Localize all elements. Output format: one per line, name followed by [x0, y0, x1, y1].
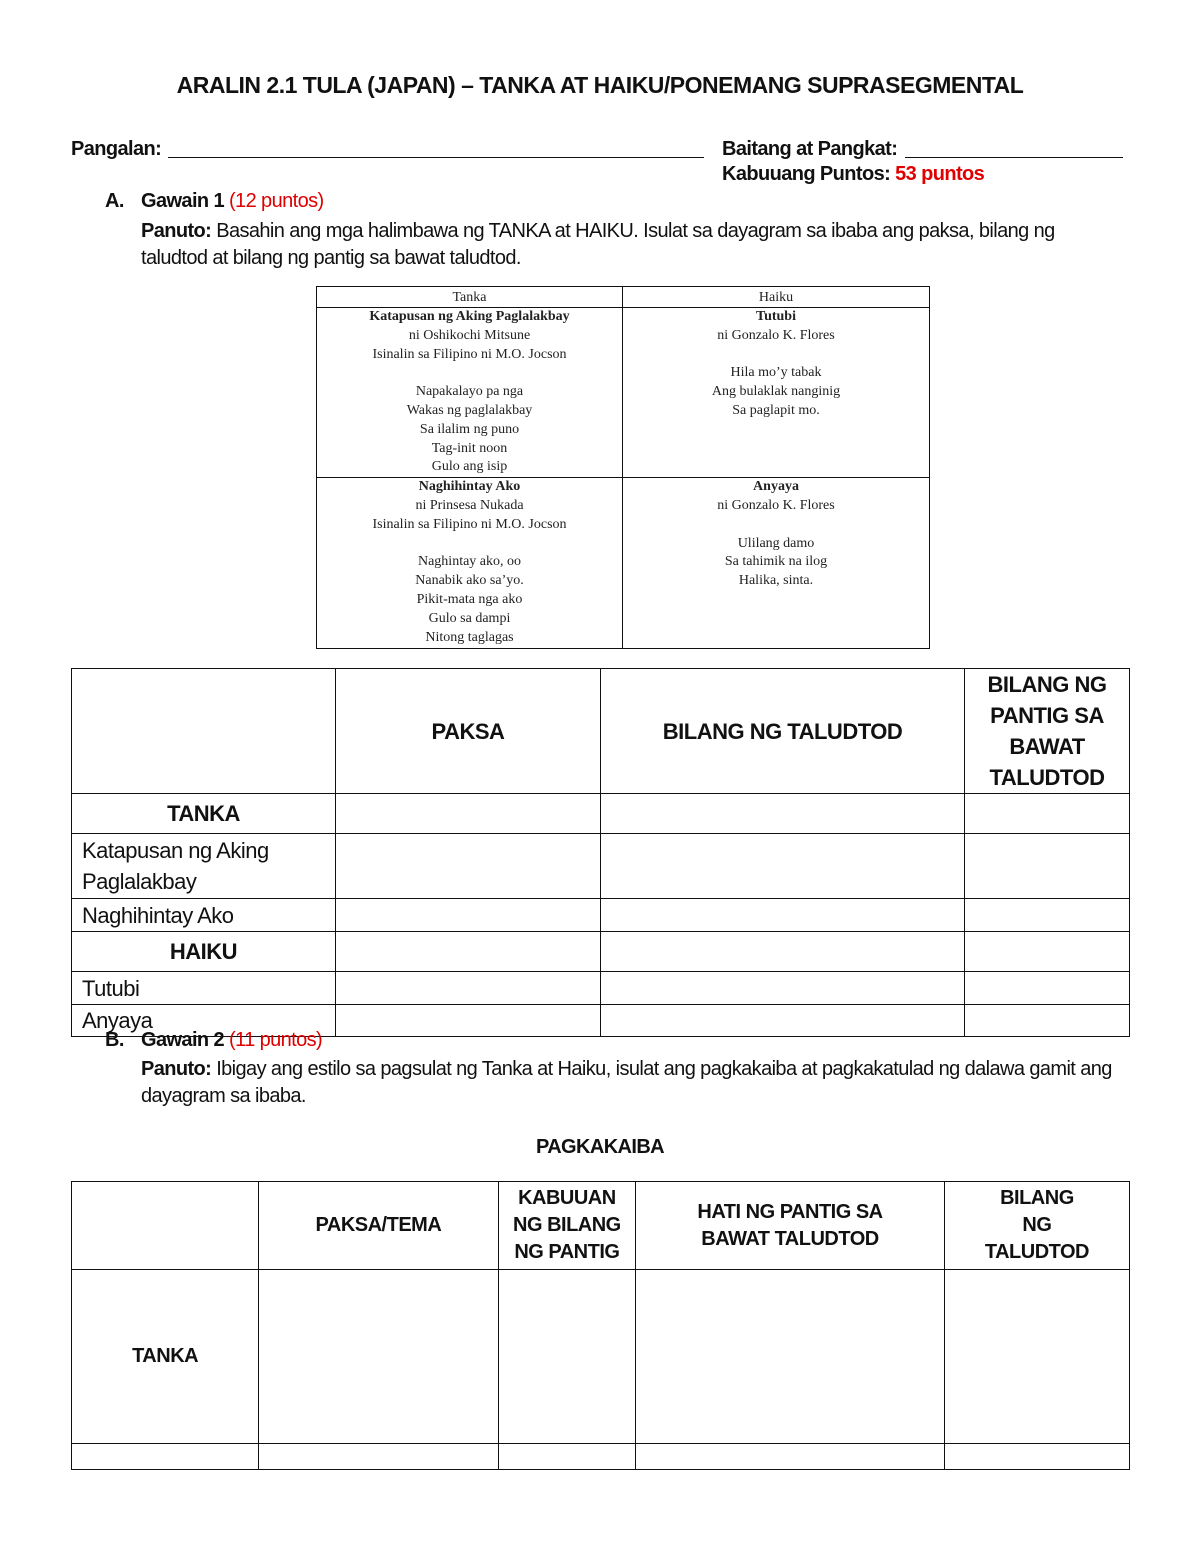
answer-cell[interactable]	[636, 1444, 945, 1470]
answer-cell[interactable]	[601, 794, 965, 834]
poem-line: Naghintay ako, oo	[417, 554, 522, 570]
answer-cell[interactable]	[601, 932, 965, 972]
poem-line: Halika, sinta.	[738, 573, 814, 589]
name-field-line[interactable]	[168, 157, 704, 158]
answer-cell[interactable]	[965, 1005, 1130, 1037]
poem-line: Pikit-mata nga ako	[416, 591, 523, 607]
poem-author: ni Gonzalo K. Flores	[717, 497, 835, 513]
row-label-tanka: TANKA	[72, 1270, 259, 1444]
grade-field-line[interactable]	[905, 157, 1123, 158]
answer-cell[interactable]	[944, 1444, 1129, 1470]
poem-title: Tutubi	[756, 309, 796, 324]
table-cell-empty	[72, 1182, 259, 1270]
answer-cell[interactable]	[259, 1444, 498, 1470]
section-b-letter: B.	[105, 1029, 124, 1051]
row-label-poem: Anyaya	[72, 1005, 336, 1037]
row-label-poem: Katapusan ng Aking Paglalakbay	[72, 834, 336, 899]
gawain2-instructions	[141, 1056, 1116, 1110]
answer-cell[interactable]	[601, 1005, 965, 1037]
section-b-heading	[141, 1029, 322, 1052]
gawain1-table	[71, 668, 1130, 1037]
col-header-hati-pantig: HATI NG PANTIG SA BAWAT TALUDTOD	[636, 1182, 945, 1270]
answer-cell[interactable]	[965, 932, 1130, 972]
poem-author: ni Gonzalo K. Flores	[717, 327, 835, 343]
answer-cell[interactable]	[336, 899, 601, 932]
grade-label: Baitang at Pangkat:	[722, 138, 898, 160]
col-header-paksa-tema: PAKSA/TEMA	[259, 1182, 498, 1270]
name-label: Pangalan:	[71, 138, 162, 160]
poem-tanka-2	[317, 478, 623, 649]
poem-line: Hila mo’y tabak	[730, 365, 822, 381]
answer-cell[interactable]	[72, 1444, 259, 1470]
col-header-bilang-taludtod: BILANG NG TALUDTOD	[601, 669, 965, 794]
col-header-bilang-taludtod: BILANG NG TALUDTOD	[944, 1182, 1129, 1270]
poem-translator: Isinalin sa Filipino ni M.O. Jocson	[372, 516, 567, 532]
row-label-tanka: TANKA	[72, 794, 336, 834]
poem-author: ni Oshikochi Mitsune	[408, 327, 531, 343]
col-header-bilang-pantig: BILANG NG PANTIG SA BAWAT TALUDTOD	[965, 669, 1130, 794]
answer-cell[interactable]	[336, 794, 601, 834]
row-label-poem: Tutubi	[72, 972, 336, 1005]
gawain2-panuto-label: Panuto:	[141, 1058, 212, 1080]
answer-cell[interactable]	[498, 1270, 636, 1444]
poem-line: Sa ilalim ng puno	[419, 421, 520, 437]
gawain1-label: Gawain 1	[141, 190, 225, 212]
table2-caption: PAGKAKAIBA	[535, 1136, 665, 1158]
total-value: 53 puntos	[895, 163, 985, 185]
answer-cell[interactable]	[601, 972, 965, 1005]
poem-title: Naghihintay Ako	[418, 479, 521, 495]
answer-cell[interactable]	[498, 1444, 636, 1470]
poem-line: Sa paglapit mo.	[732, 402, 820, 418]
answer-cell[interactable]	[259, 1270, 498, 1444]
gawain2-table	[71, 1181, 1130, 1470]
poem-haiku-1	[623, 308, 930, 478]
gawain2-panuto-text: Ibigay ang estilo sa pagsulat ng Tanka at Haiku, isulat ang pagkakaiba at pagkakatulad ng dalawa gamit ang dayagram sa ibaba.	[141, 1058, 1112, 1107]
col-header-paksa: PAKSA	[336, 669, 601, 794]
col-header-kabuuan: KABUUAN NG BILANG NG PANTIG	[498, 1182, 636, 1270]
poem-line: Ang bulaklak nanginig	[711, 384, 841, 400]
answer-cell[interactable]	[965, 794, 1130, 834]
poem-tanka-1	[317, 308, 623, 478]
gawain1-panuto-text: Basahin ang mga halimbawa ng TANKA at HAIKU. Isulat sa dayagram sa ibaba ang paksa, bilang ng taludtod at bilang ng pantig sa bawat taludtod.	[141, 220, 1055, 269]
poems-table	[316, 286, 930, 649]
poem-line: Nitong taglagas	[425, 629, 514, 645]
total-label: Kabuuang Puntos:	[722, 163, 891, 185]
poem-title: Anyaya	[753, 479, 799, 495]
answer-cell[interactable]	[965, 834, 1130, 899]
poem-haiku-2	[623, 478, 930, 649]
answer-cell[interactable]	[336, 932, 601, 972]
answer-cell[interactable]	[965, 899, 1130, 932]
answer-cell[interactable]	[601, 899, 965, 932]
poem-line: Tag-init noon	[431, 440, 508, 456]
poem-line: Nanabik ako sa’yo.	[415, 573, 524, 589]
answer-cell[interactable]	[336, 972, 601, 1005]
answer-cell[interactable]	[601, 834, 965, 899]
gawain1-points: (12 puntos)	[228, 190, 324, 212]
poem-line: Napakalayo pa nga	[415, 384, 524, 400]
gawain1-instructions	[141, 218, 1101, 272]
answer-cell[interactable]	[336, 1005, 601, 1037]
answer-cell[interactable]	[336, 834, 601, 899]
poems-header-tanka: Tanka	[317, 287, 623, 308]
row-label-haiku: HAIKU	[72, 932, 336, 972]
answer-cell[interactable]	[965, 972, 1130, 1005]
gawain2-points: (11 puntos)	[228, 1029, 323, 1051]
gawain1-panuto-label: Panuto:	[141, 220, 212, 242]
row-label-poem: Naghihintay Ako	[72, 899, 336, 932]
section-a-letter: A.	[105, 190, 124, 212]
page-title: ARALIN 2.1 TULA (JAPAN) – TANKA AT HAIKU/PONEMANG SUPRASEGMENTAL	[176, 72, 1024, 98]
poems-header-haiku: Haiku	[623, 287, 930, 308]
poem-line: Ulilang damo	[737, 535, 815, 551]
answer-cell[interactable]	[636, 1270, 945, 1444]
poem-title: Katapusan ng Aking Paglalakbay	[369, 309, 570, 324]
table-cell-empty	[72, 669, 336, 794]
poem-author: ni Prinsesa Nukada	[415, 497, 524, 513]
poem-line: Gulo sa dampi	[428, 610, 511, 626]
answer-cell[interactable]	[944, 1270, 1129, 1444]
poem-line: Gulo ang isip	[431, 459, 508, 475]
section-a-heading	[141, 190, 324, 213]
total-points	[722, 163, 984, 186]
poem-line: Wakas ng paglalakbay	[406, 402, 533, 418]
poem-line: Sa tahimik na ilog	[724, 554, 828, 570]
gawain2-label: Gawain 2	[141, 1029, 225, 1051]
poem-translator: Isinalin sa Filipino ni M.O. Jocson	[372, 346, 567, 362]
